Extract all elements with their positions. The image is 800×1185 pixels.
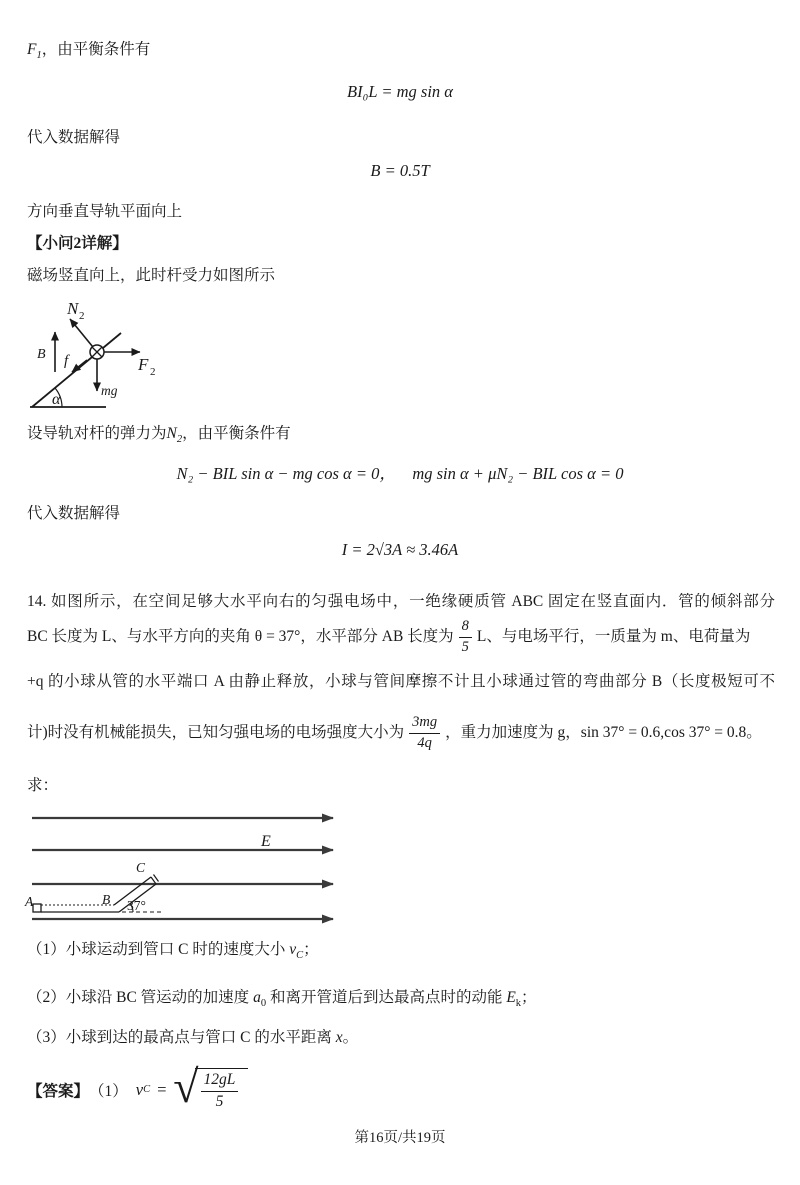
var-ek-subscript: k	[515, 998, 522, 1010]
fraction-numerator: 12gL	[201, 1071, 239, 1092]
var-n2: N	[166, 425, 177, 442]
question-3	[27, 1028, 358, 1048]
formula-current-value: I = 2√3A ≈ 3.46A	[341, 540, 459, 559]
question-1	[27, 940, 319, 960]
formula-b-value: B = 0.5T	[370, 161, 430, 180]
normal-force-label-sub: 2	[79, 310, 85, 322]
var-x: x	[335, 1029, 343, 1046]
paragraph-normal-force-setup	[27, 424, 291, 444]
question-text: （1）小球运动到管口 C 时的速度大小	[27, 941, 290, 958]
var-vc-subscript: C	[296, 950, 304, 962]
formula-balance-equations: N₂ − BIL sin α − mg cos α = 0， mg sin α + μN₂ − BIL cos α = 0	[176, 464, 624, 483]
answer-line: 【答案】 （1） v C = √ $\frac{12gL}{5}$	[27, 1064, 248, 1116]
paragraph-substitute-data-2: 代入数据解得	[27, 505, 121, 522]
var-f1-subscript: 1	[36, 50, 42, 62]
friction-label: f	[64, 353, 69, 369]
fraction-12gl-5	[201, 1071, 239, 1111]
problem14-line1: 14. 如图所示，在空间足够大水平向右的匀强电场中，一绝缘硬质管 ABC 固定在竖直面内．管的倾斜部分	[27, 593, 775, 610]
paragraph-text: 计)时没有机械能损失，已知匀强电场的电场强度大小为	[27, 723, 405, 741]
var-vc: v	[289, 941, 297, 958]
paragraph-substitute-data-1: 代入数据解得	[27, 129, 121, 146]
var-f1: F	[27, 41, 37, 58]
friction-arrow	[72, 360, 87, 372]
radicand	[195, 1068, 249, 1111]
alpha-label: α	[52, 391, 61, 408]
fraction-3mg-4q	[409, 714, 440, 752]
problem14-line3: +q 的小球从管的水平端口 A 由静止释放，小球与管间摩擦不计且小球通过管的弯曲部分 B（长度极短可不	[27, 673, 775, 690]
problem14-line2	[27, 614, 750, 660]
force-diagram	[24, 294, 184, 416]
paragraph-field-vertical-intro: 磁场竖直向上，此时杆受力如图所示	[27, 267, 276, 284]
paragraph-text: ，重力加速度为 g，sin 37° = 0.6,cos 37° = 0.8。	[445, 723, 762, 741]
f2-force-label-sub: 2	[150, 366, 156, 378]
tube-end-a	[33, 904, 41, 912]
fraction-denominator: 5	[461, 638, 469, 655]
answer-number: （1）	[89, 1083, 128, 1100]
current-into-page-icon	[90, 345, 104, 359]
radical-sign: √	[173, 1060, 199, 1112]
question-text: 和离开管道后到达最高点时的动能	[266, 989, 507, 1006]
question-text: 。	[342, 1029, 359, 1046]
point-b-label: B	[102, 892, 111, 907]
formula-bil-equals-mgsina: BI₀L = mg sin α	[347, 82, 453, 101]
paragraph-text: L、与电场平行，一质量为 m、电荷量为	[476, 627, 751, 645]
f2-force-label: F	[138, 355, 149, 374]
point-c-label: C	[136, 860, 146, 875]
fraction-8-5	[459, 618, 472, 656]
field-tube-diagram	[0, 800, 400, 935]
var-a0-subscript: 0	[260, 998, 267, 1010]
answer-label: 【答案】	[27, 1083, 90, 1100]
fraction-numerator: 8	[459, 618, 472, 637]
question-text: ；	[303, 941, 319, 958]
subquestion2-header: 【小问2详解】	[27, 235, 128, 252]
fraction-numerator: 3mg	[409, 714, 440, 733]
fraction-denominator: 5	[215, 1093, 224, 1110]
paragraph-ask: 求：	[27, 777, 59, 794]
question-text: ；	[521, 989, 537, 1006]
paragraph-text: ，由平衡条件有	[41, 41, 151, 58]
question-2	[27, 988, 537, 1008]
square-root	[173, 1060, 248, 1112]
var-ek: E	[506, 989, 516, 1006]
fraction-denominator: 4q	[417, 734, 432, 751]
var-vc: v	[135, 1080, 144, 1099]
b-field-label: B	[37, 347, 46, 362]
page-footer: 第16页/共19页	[354, 1130, 446, 1146]
paragraph-direction: 方向垂直导轨平面向上	[27, 203, 183, 220]
e-field-label: E	[261, 833, 271, 850]
paragraph-text: BC 长度为 L、与水平方向的夹角 θ = 37°，水平部分 AB 长度为	[27, 627, 454, 645]
question-text: （2）小球沿 BC 管运动的加速度	[27, 989, 254, 1006]
paragraph-equilibrium-condition	[27, 40, 150, 60]
question-text: （3）小球到达的最高点与管口 C 的水平距离	[27, 1029, 336, 1046]
problem14-line4	[27, 710, 762, 756]
tube-end-c-rim-2	[154, 875, 159, 882]
equals-sign: =	[156, 1080, 168, 1099]
var-a0: a	[253, 989, 261, 1006]
var-n2-subscript: 2	[176, 434, 183, 446]
paragraph-text: 设导轨对杆的弹力为	[27, 425, 167, 442]
normal-force-label: N	[67, 299, 79, 318]
point-a-label: A	[25, 894, 34, 909]
gravity-label: mg	[101, 383, 118, 398]
paragraph-text: ，由平衡条件有	[182, 425, 291, 442]
angle-label: 37°	[127, 898, 146, 913]
